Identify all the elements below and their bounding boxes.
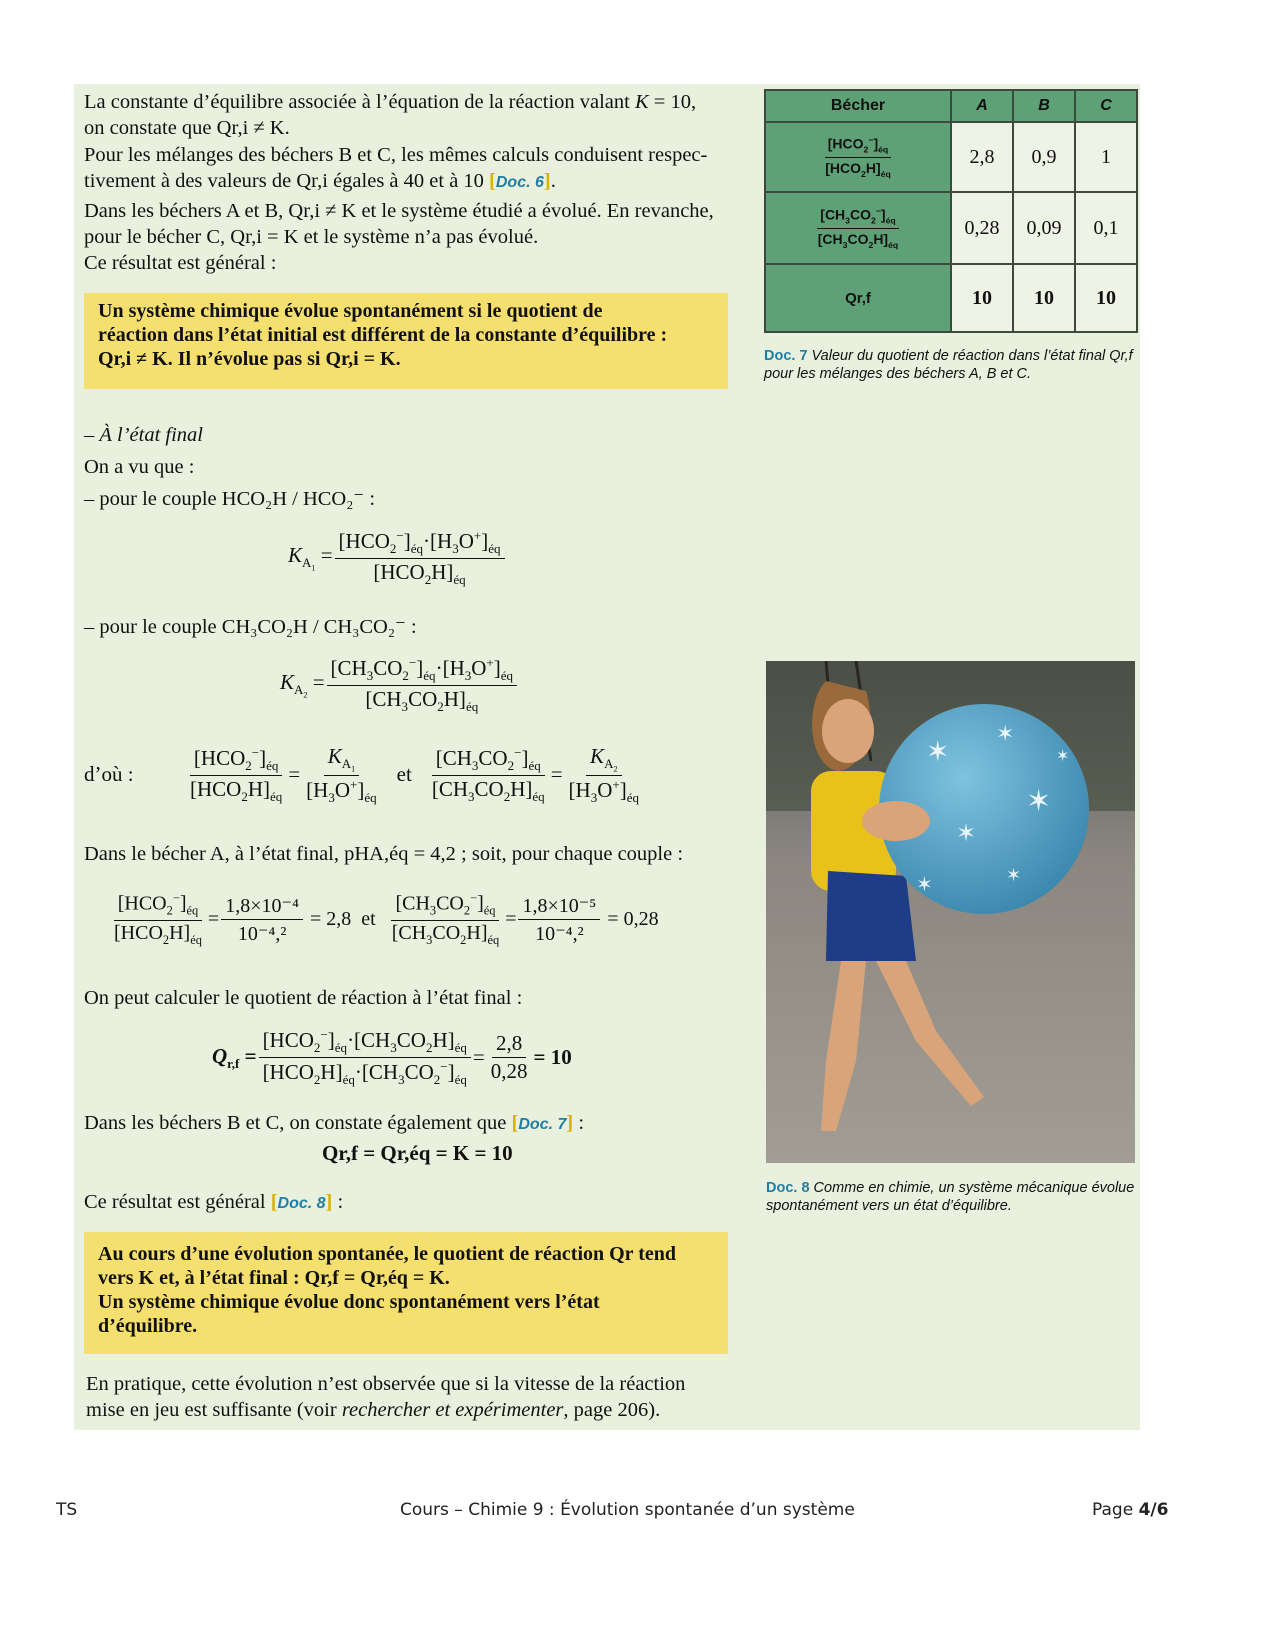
table-row1-label: $\frac{[HCO_2^-]_{éq}}{[HCO_2H]_{éq}}$ xyxy=(765,122,951,192)
calc-statement: On peut calculer le quotient de réaction à l’état final : xyxy=(84,987,523,1009)
svg-text:✶: ✶ xyxy=(926,735,950,768)
swing-ball-photo xyxy=(766,661,1135,1163)
footer-title: Cours – Chimie 9 : Évolution spontanée d’un système xyxy=(400,1500,855,1520)
key-rule-box-2: Au cours d’une évolution spontanée, le quotient de réaction Qr tend vers K et, à l’état final : Qr,f = Qr,éq = K. Un système chimique évolue donc spontanément vers l’état d’équilibre. xyxy=(84,1232,728,1354)
svg-text:✶: ✶ xyxy=(1056,746,1070,765)
svg-text:✶: ✶ xyxy=(1006,865,1022,886)
doc8-caption: Doc. 8 Comme en chimie, un système mécanique évolue spontanément vers un état d’équilibre. xyxy=(766,1180,1135,1214)
general-result: Ce résultat est général [Doc. 8] : xyxy=(84,1191,344,1213)
paragraph-beakers-bc: Pour les mélanges des béchers B et C, les mêmes calculs conduisent respec- tivement à des valeurs de Qr,i égales à 40 et à 10 [Doc. 6]. xyxy=(84,144,708,192)
equation-final-equilibrium: Qr,f = Qr,éq = K = 10 xyxy=(322,1141,513,1165)
equation-ka1: $K_{A_1}$ = $\frac{[HCO_2^-]_{éq}\cdot[H_3O^+]_{éq}}{[HCO_2H]_{éq}}$ xyxy=(288,528,507,588)
closing-paragraph: En pratique, cette évolution n’est observée que si la vitesse de la réaction mise en jeu est suffisante (voir rechercher et expérimenter, page 206). xyxy=(86,1373,686,1421)
equation-numeric-ratios: $\frac{[HCO_2^-]_{éq}}{[HCO_2H]_{éq}}$ = $\frac{\text{1,8×10⁻⁴}}{\text{10⁻⁴,²}}$ = 2,8 et $\frac{[CH_3CO_2^-]_{éq}}{[CH_3CO_2H]_{éq}}$ = $\frac{\text{1,8×10⁻⁵}}{\text{10⁻⁴,²}}$ = 0,28 xyxy=(114,891,659,947)
doc7-reference[interactable]: Doc. 7 xyxy=(518,1116,567,1133)
svg-text:✶: ✶ xyxy=(916,872,933,896)
table-cell: 2,8 xyxy=(951,122,1013,192)
table-cell: 0,9 xyxy=(1013,122,1075,192)
doc8-reference[interactable]: Doc. 8 xyxy=(277,1195,326,1212)
table-header-becher: Bécher xyxy=(765,90,951,122)
svg-text:✶: ✶ xyxy=(1026,784,1052,819)
quotient-table xyxy=(764,89,1138,333)
table-col-a: A xyxy=(951,90,1013,122)
section-final-state: – À l’état final On a vu que : – pour le couple HCO₂H / HCO₂⁻ : xyxy=(84,424,376,510)
doc6-reference[interactable]: Doc. 6 xyxy=(495,174,544,191)
table-cell: 1 xyxy=(1075,122,1137,192)
table-cell: 10 xyxy=(1075,264,1137,332)
table-col-c: C xyxy=(1075,90,1137,122)
table-row3-label: Qr,f xyxy=(765,264,951,332)
couple2-label: – pour le couple CH₃CO₂H / CH₃CO₂⁻ : xyxy=(84,616,417,638)
table-cell: 10 xyxy=(951,264,1013,332)
svg-text:✶: ✶ xyxy=(996,722,1015,747)
footer-class-label: TS xyxy=(56,1500,78,1520)
table-cell: 0,1 xyxy=(1075,192,1137,264)
table-cell: 0,09 xyxy=(1013,192,1075,264)
paragraph-equilibrium-constant: La constante d’équilibre associée à l’équation de la réaction valant K = 10, on constate que Qr,i ≠ K. xyxy=(84,91,697,139)
paragraph-evolution: Dans les béchers A et B, Qr,i ≠ K et le système étudié a évolué. En revanche, pour le bécher C, Qr,i = K et le système n’a pas évolué. Ce résultat est général : xyxy=(84,200,714,274)
beakers-bc-statement: Dans les béchers B et C, on constate également que [Doc. 7] : xyxy=(84,1112,585,1134)
table-row2-label: $\frac{[CH_3CO_2^-]_{éq}}{[CH_3CO_2H]_{éq}}$ xyxy=(765,192,951,264)
footer-page-number: Page 4/6 xyxy=(1092,1500,1169,1520)
doc7-caption: Doc. 7 Valeur du quotient de réaction dans l’état final Qr,f pour les mélanges des béchers A, B et C. xyxy=(764,348,1133,382)
svg-text:✶: ✶ xyxy=(956,819,977,847)
table-cell: 10 xyxy=(1013,264,1075,332)
table-col-b: B xyxy=(1013,90,1075,122)
equation-ka2: $K_{A_2}$ = $\frac{[CH_3CO_2^-]_{éq}\cdot[H_3O^+]_{éq}}{[CH_3CO_2H]_{éq}}$ xyxy=(280,655,519,715)
key-rule-box-1: Un système chimique évolue spontanément si le quotient de réaction dans l’état initial est différent de la constante d’équilibre : Qr,i ≠ K. Il n’évolue pas si Qr,i = K. xyxy=(84,293,728,389)
equation-ratios: d’où : $\frac{[HCO_2^-]_{éq}}{[HCO_2H]_{éq}}$ = $\frac{K_{A_1}}{[H_3O^+]_{éq}}$ et $\frac{[CH_3CO_2^-]_{éq}}{[CH_3CO_2H]_{éq}}$ = $\frac{K_{A_2}}{[H_3O^+]_{éq}}$ xyxy=(84,744,640,805)
ph-statement: Dans le bécher A, à l’état final, pHA,éq = 4,2 ; soit, pour chaque couple : xyxy=(84,843,684,865)
equation-qrf: $Q_{r,f}$ = $\frac{[HCO_2^-]_{éq}\cdot[CH_3CO_2H]_{éq}}{[HCO_2H]_{éq}\cdot[CH_3CO_2^-]_{éq}}$ = $\frac{2,8}{0,28}$ = 10 xyxy=(212,1027,572,1088)
table-cell: 0,28 xyxy=(951,192,1013,264)
